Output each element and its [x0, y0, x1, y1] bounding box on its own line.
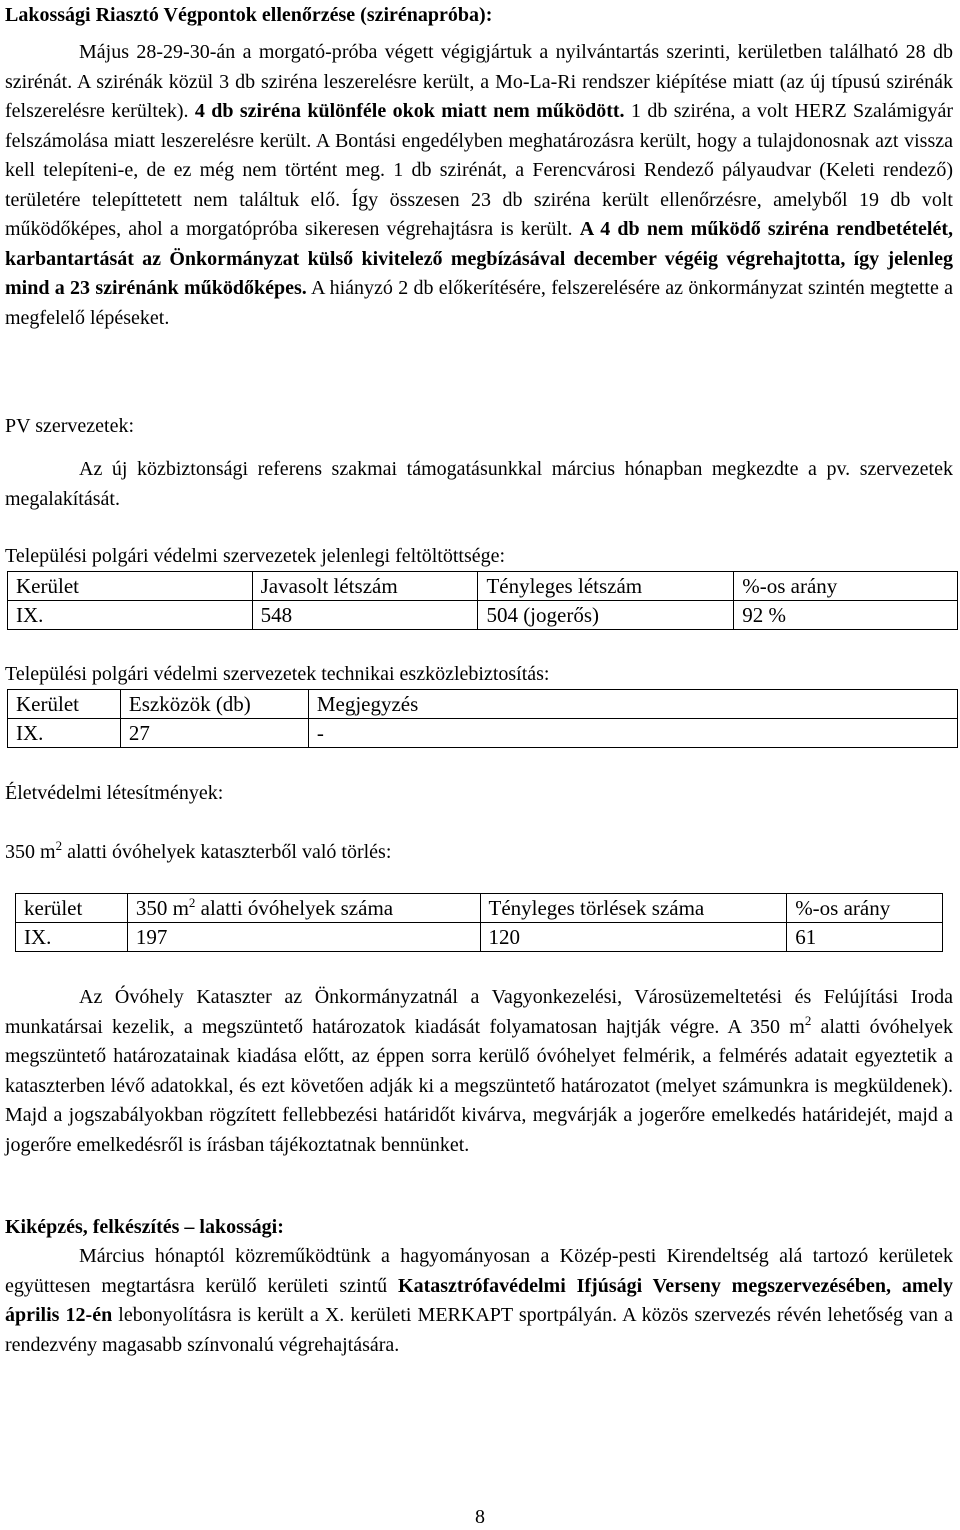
shelters-heading — [5, 838, 953, 868]
table-cell: 92 % — [734, 601, 958, 630]
shelters-text-sup: 2 — [804, 1012, 812, 1028]
table-cell: 61 — [787, 923, 943, 952]
table-header-cell: Kerület — [8, 690, 121, 719]
table-header-cell: %-os arány — [734, 572, 958, 601]
siren-text-mid: 1 db sziréna, a volt HERZ Szalámigyár felszámolása miatt leszerelésre került. A Bontási engedélyben meghatározásra került, hogy a tulajdonosnak azt vissza kell telepíteni-e, de ez még nem történt meg. 1 db szirénát, a Ferencvárosi Rendező pályaudvar (Keleti rendező) területére telepíttetett nem találtuk elő. Így összesen 23 db sziréna került ellenőrzésre, amelyből 19 db volt működőképes, ahol a morgatópróba sikeresen végrehajtásra is került. — [5, 100, 954, 240]
pv-heading: PV szervezetek: — [5, 415, 135, 437]
table-header-cell: Kerület — [8, 572, 253, 601]
table-cell: IX. — [8, 601, 253, 630]
table-header-cell: Eszközök (db) — [120, 690, 308, 719]
table-row — [8, 719, 958, 748]
table-header-cell: Tényleges törlések száma — [480, 894, 787, 923]
table-cell: 504 (jogerős) — [478, 601, 734, 630]
table-header-row — [8, 572, 958, 601]
equipment-table — [7, 689, 958, 748]
shelters-text-a: Az Óvóhely Kataszter az Önkormányzatnál a Vagyonkezelési, Városüzemeltetési és Felújítási Iroda munkatársai kezelik, a megszüntető határozatok kiadását folyamatosan hajtják végre. A 350 m — [5, 986, 953, 1038]
table-header-cell: Javasolt létszám — [252, 572, 478, 601]
siren-text-lead: Május 28-29-30-án a morgató-próba végett végigjártuk a nyilvántartás szerinti, kerületben található 28 db szirénát. A szirénák közül 3 db sziréna leszerelésre került, a Mo-La-Ri rendszer kiépítése miatt (az új típusú szirénák felszerelésre kerültek). — [5, 41, 953, 122]
table-header-row — [16, 894, 943, 923]
siren-text-bold-2: A 4 db nem működő sziréna rendbetételét, karbantartását az Önkormányzat külső kivitelező megbízásával december végéig végrehajtotta, így jelenleg mind a 23 szirénánk működőképes. — [5, 218, 953, 299]
table-header-cell — [127, 894, 480, 923]
shelters-col-post: alatti óvóhelyek száma — [195, 895, 394, 920]
table-cell: 197 — [127, 923, 480, 952]
shelters-heading-post: alatti óvóhelyek kataszterből való törlés: — [62, 841, 392, 863]
training-text-bold: Katasztrófavédelmi Ifjúsági Verseny megszervezésében, amely április 12-én — [5, 1274, 953, 1326]
training-heading: Kiképzés, felkészítés – lakossági: — [5, 1216, 284, 1238]
table-header-cell: kerület — [16, 894, 128, 923]
table-cell: - — [308, 719, 957, 748]
staffing-table — [7, 571, 958, 630]
shelters-table — [15, 893, 943, 952]
shelters-col-pre: 350 m — [135, 895, 189, 920]
siren-text-bold-1: 4 db sziréna különféle okok miatt nem működött. — [194, 100, 625, 122]
table-row — [8, 601, 958, 630]
shelters-heading-sup: 2 — [55, 838, 63, 853]
shelters-paragraph — [5, 983, 953, 1160]
siren-text-tail: A hiányzó 2 db előkerítésére, felszerelésére az önkormányzat szintén megtette a megfelelő lépéseket. — [5, 277, 954, 329]
shelters-col-sup: 2 — [188, 894, 196, 910]
table-header-cell: Tényleges létszám — [478, 572, 734, 601]
table-cell: 548 — [252, 601, 478, 630]
table-row — [16, 923, 943, 952]
training-text-b: lebonyolításra is került a X. kerületi MERKAPT sportpályán. A közös szervezés révén lehetőség van a rendezvény magasabb színvonalú végrehajtására. — [5, 1304, 953, 1356]
table-header-cell: Megjegyzés — [308, 690, 957, 719]
table-cell: 120 — [480, 923, 787, 952]
siren-heading: Lakossági Riasztó Végpontok ellenőrzése (szirénapróba): — [5, 4, 493, 26]
equipment-heading: Települési polgári védelmi szervezetek technikai eszközlebiztosítás: — [5, 663, 550, 685]
training-paragraph — [5, 1242, 953, 1360]
table-header-row — [8, 690, 958, 719]
siren-paragraph — [5, 38, 953, 333]
page-number: 8 — [475, 1506, 485, 1528]
table-header-cell: %-os arány — [787, 894, 943, 923]
table-cell: 27 — [120, 719, 308, 748]
table-cell: IX. — [8, 719, 121, 748]
pv-paragraph: Az új közbiztonsági referens szakmai támogatásunkkal március hónapban megkezdte a pv. szervezetek megalakítását. — [5, 458, 953, 510]
life-protection-heading: Életvédelmi létesítmények: — [5, 782, 224, 804]
table-cell: IX. — [16, 923, 128, 952]
shelters-heading-pre: 350 m — [5, 841, 56, 863]
staffing-heading: Települési polgári védelmi szervezetek jelenlegi feltöltöttsége: — [5, 545, 506, 567]
shelters-text-b: alatti óvóhelyek megszüntető határozatainak kiadása előtt, az éppen sorra kerülő óvóhelyet felmérik, a felmérés adatait egyeztetik a kataszterben lévő adatokkal, és ezt követően adják ki a megszüntető határozatot (melyet számunkra is megküldenek). Majd a jogszabályokban rögzített fellebbezési határidőt kivárva, megvárják a jogerőre emelkedés határidejét, majd a jogerőre emelkedésről is írásban tájékoztatnak bennünket. — [5, 1015, 953, 1156]
training-text-a: Március hónaptól közreműködtünk a hagyományosan a Közép-pesti Kirendeltség alá tartozó kerületek együttesen megtartásra kerülő kerületi szintű — [5, 1245, 953, 1297]
